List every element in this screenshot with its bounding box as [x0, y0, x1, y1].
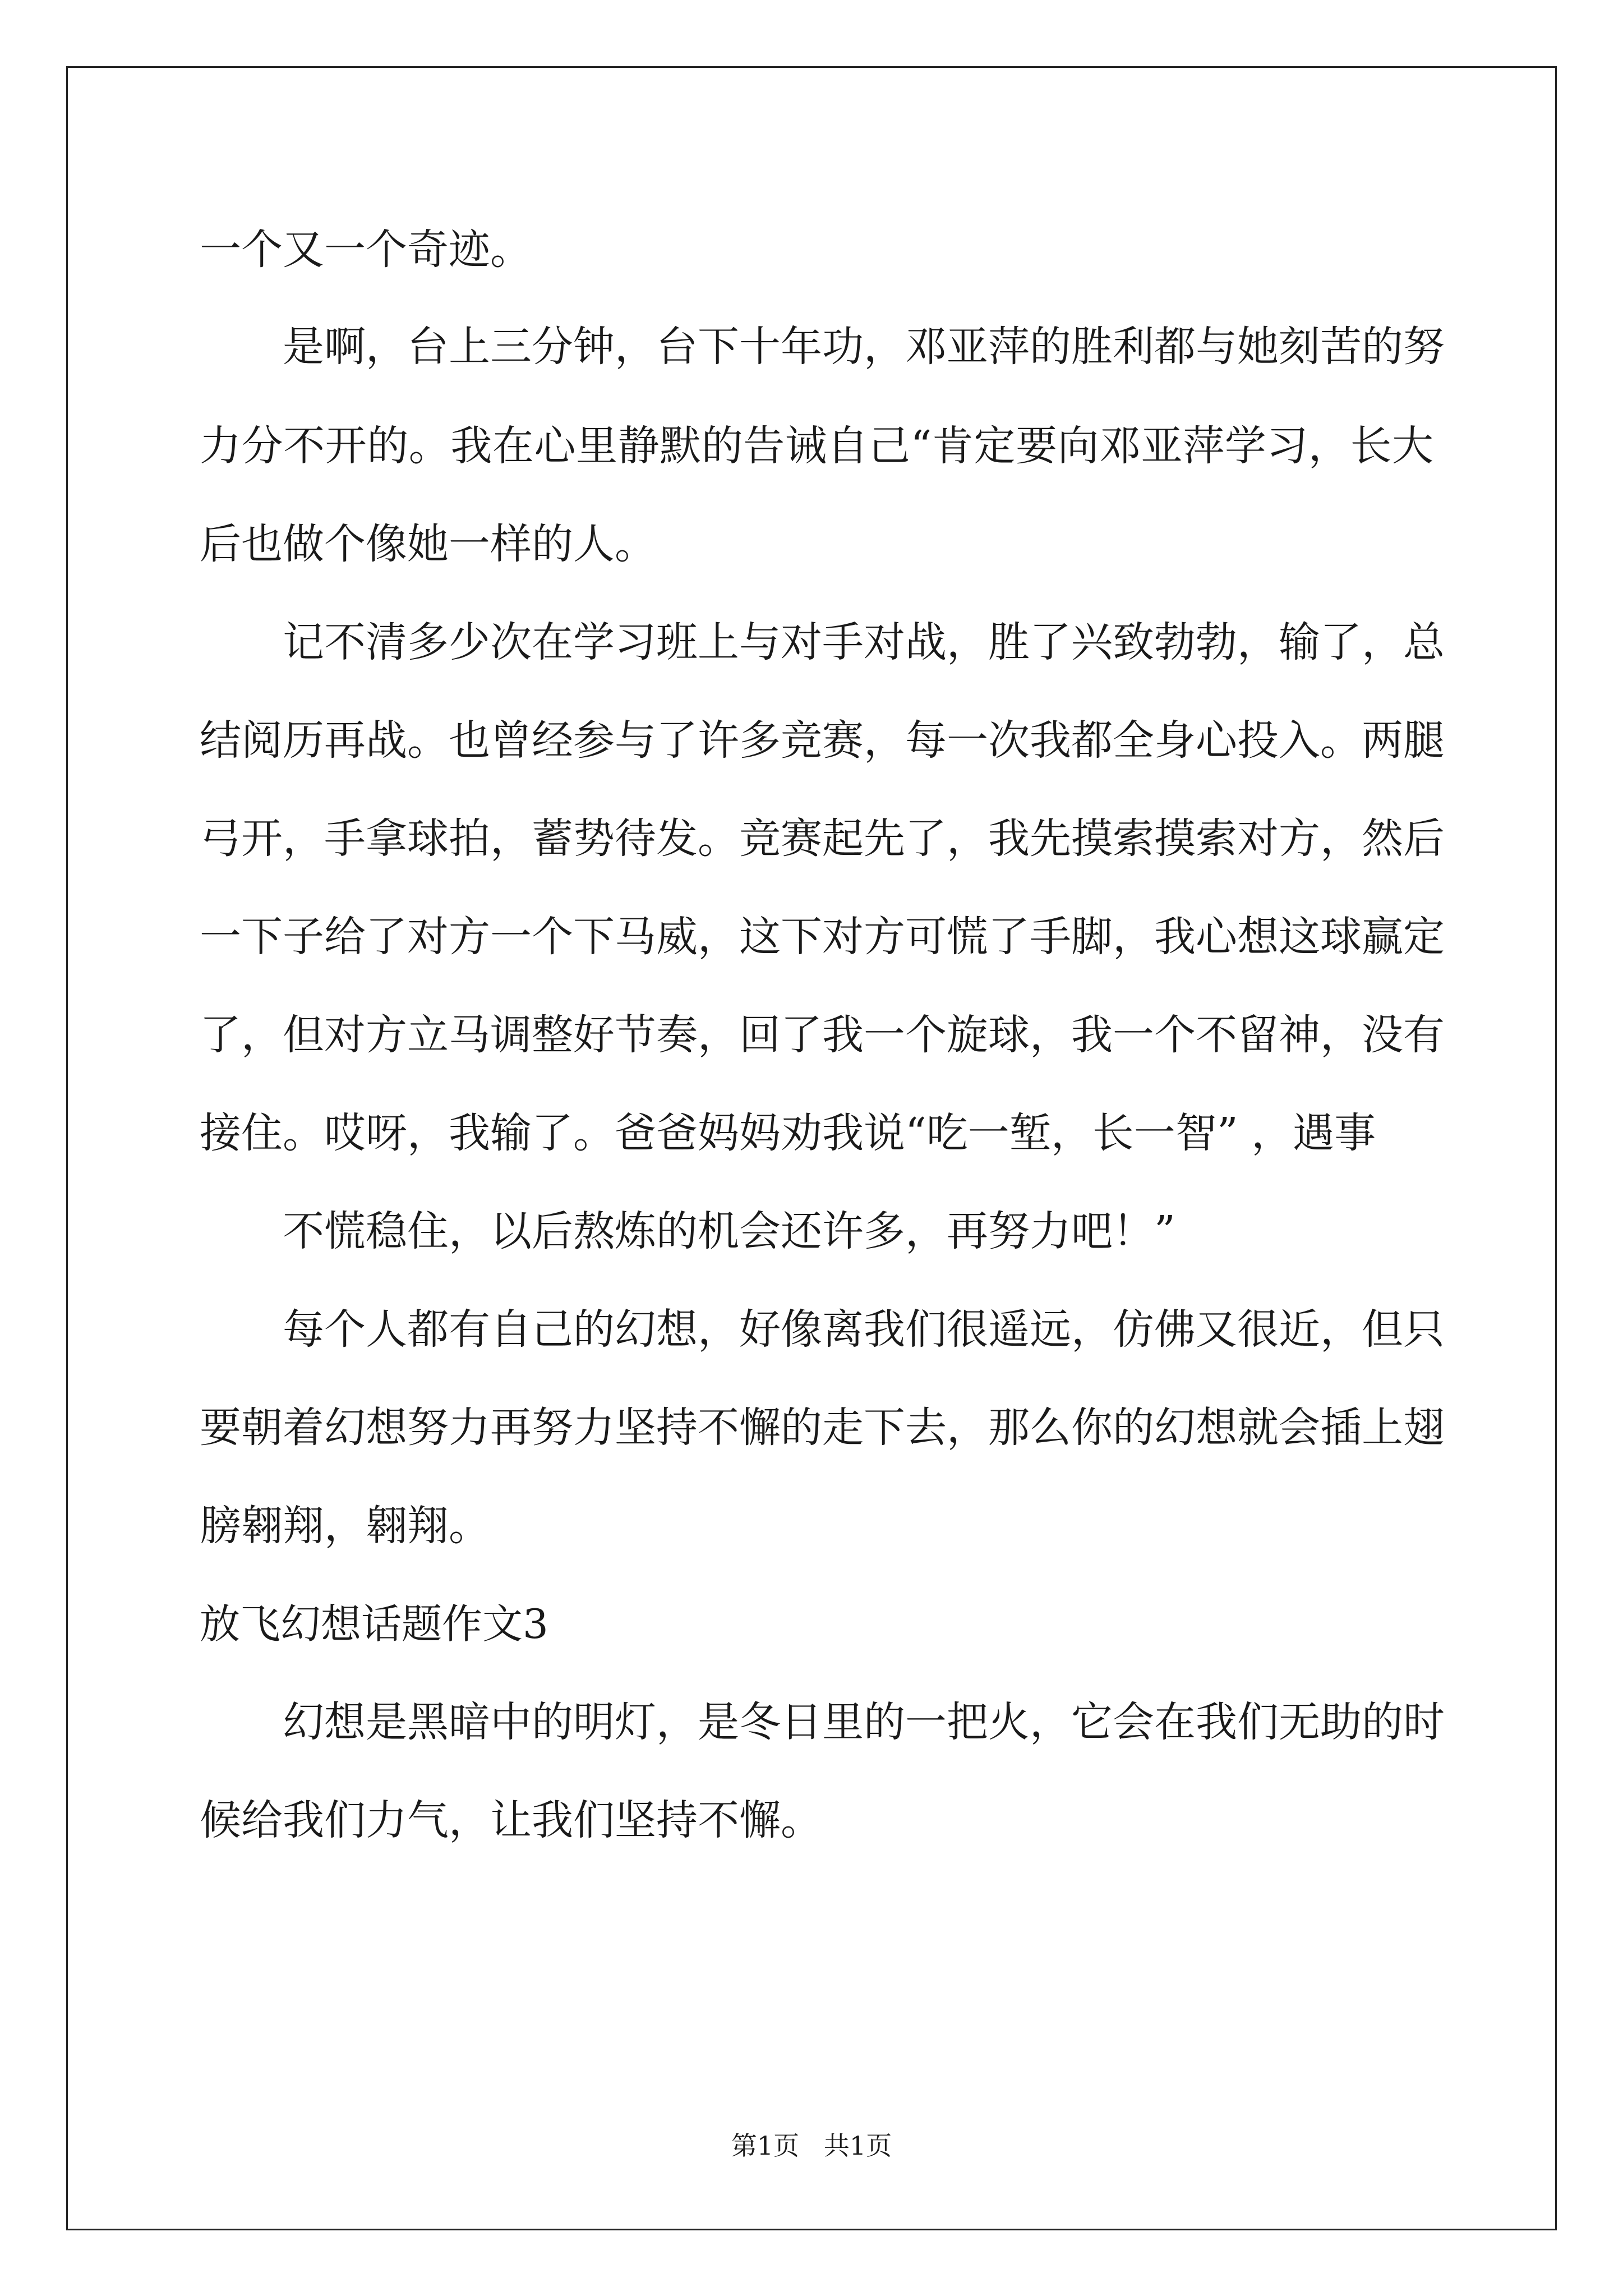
paragraph-line: 不慌稳住，以后熬炼的机会还许多，再努力吧！”: [283, 1207, 1175, 1255]
paragraph-line: 一个又一个奇迹。: [200, 226, 532, 274]
paragraph-line: 结阅历再战。也曾经参与了许多竞赛，每一次我都全身心投入。两腿: [200, 716, 1445, 765]
paragraph-line: 力分不开的。我在心里静默的告诫自己“肯定要向邓亚萍学习，长大: [200, 422, 1433, 470]
paragraph-line: 要朝着幻想努力再努力坚持不懈的走下去，那么你的幻想就会插上翅: [200, 1404, 1445, 1452]
paragraph-line: 幻想是黑暗中的明灯，是冬日里的一把火，它会在我们无助的时: [283, 1698, 1445, 1746]
section-heading: 放飞幻想话题作文3: [200, 1600, 548, 1648]
paragraph-line: 弓开，手拿球拍，蓄势待发。竞赛起先了，我先摸索摸索对方，然后: [200, 815, 1445, 863]
paragraph-line: 接住。哎呀，我输了。爸爸妈妈劝我说“吃一堑，长一智” ，遇事: [200, 1109, 1376, 1157]
paragraph-line: 了，但对方立马调整好节奏，回了我一个旋球，我一个不留神，没有: [200, 1011, 1445, 1059]
paragraph-line: 是啊，台上三分钟，台下十年功，邓亚萍的胜利都与她刻苦的努: [283, 323, 1445, 371]
paragraph-line: 候给我们力气，让我们坚持不懈。: [200, 1796, 822, 1844]
paragraph-line: 每个人都有自己的幻想，好像离我们很遥远，仿佛又很近，但只: [283, 1305, 1445, 1354]
paragraph-line: 一下子给了对方一个下马威，这下对方可慌了手脚，我心想这球赢定: [200, 913, 1445, 961]
paragraph-line: 膀翱翔，翱翔。: [200, 1502, 490, 1550]
page-number-footer: 第1页 共1页: [731, 2131, 892, 2161]
paragraph-line: 记不清多少次在学习班上与对手对战，胜了兴致勃勃，输了，总: [283, 618, 1445, 666]
paragraph-line: 后也做个像她一样的人。: [200, 520, 656, 568]
